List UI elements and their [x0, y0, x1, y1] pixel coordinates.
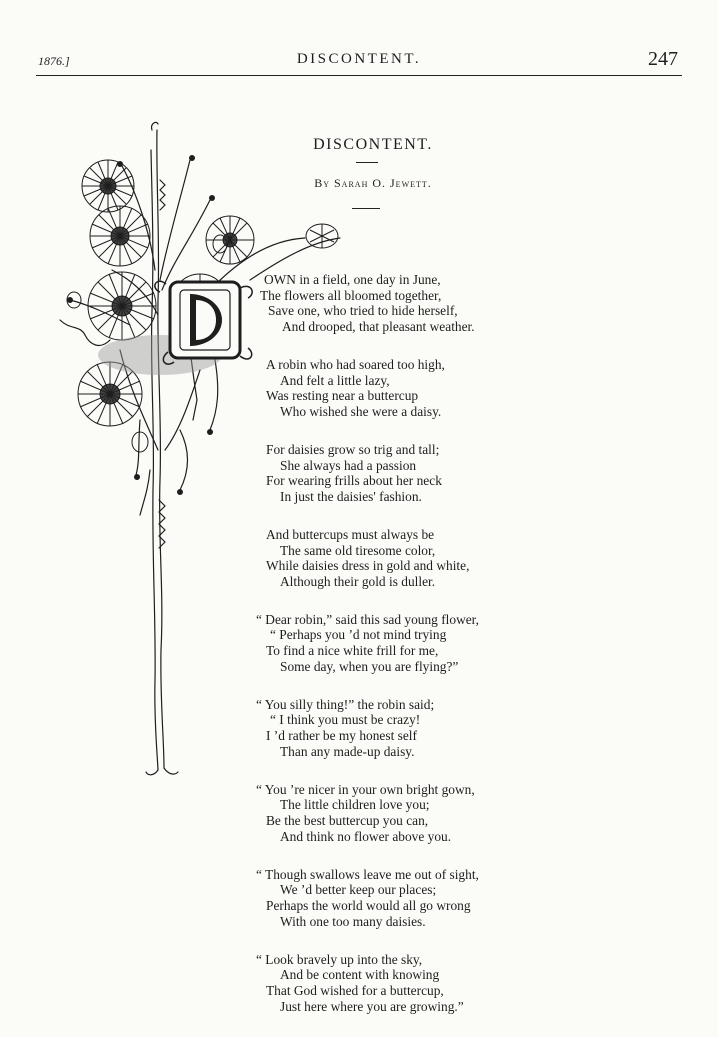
header-rule: [36, 75, 682, 76]
page-number: 247: [648, 48, 678, 70]
stanza-9: [246, 952, 686, 1014]
poem-line: Perhaps the world would all go wrong: [266, 897, 471, 913]
poem-line: “ Dear robin,” said this sad young flower,: [256, 611, 479, 627]
poem-line: Some day, when you are flying?”: [280, 658, 459, 674]
poem-line: Save one, who tried to hide herself,: [268, 303, 458, 319]
poem-line: That God wished for a buttercup,: [266, 982, 444, 998]
poem-line: A robin who had soared too high,: [266, 356, 445, 372]
poem-line: The little children love you;: [280, 797, 430, 813]
poem-line: OWN in a field, one day in June,: [264, 272, 441, 287]
poem-line: And buttercups must always be: [266, 526, 435, 542]
poem-line: For wearing frills about her neck: [266, 473, 442, 489]
poem-line: “ You ’re nicer in your own bright gown,: [256, 781, 475, 797]
running-head: [0, 48, 718, 74]
poem-line: In just the daisies' fashion.: [280, 488, 422, 504]
poem-line: To find a nice white frill for me,: [266, 643, 439, 659]
stanza-8: [246, 867, 686, 929]
poem-line: While daisies dress in gold and white,: [266, 558, 470, 574]
stanza-2: [246, 357, 686, 419]
poem-line: Who wished she were a daisy.: [280, 403, 442, 419]
poem-line: “ Look bravely up into the sky,: [256, 951, 423, 967]
running-head-title: DISCONTENT.: [296, 51, 422, 67]
poem-line: “ Perhaps you ’d not mind trying: [270, 627, 447, 643]
running-head-date: 1876.]: [38, 54, 70, 68]
stanza-6: [246, 697, 686, 759]
poem-line: “ You silly thing!” the robin said;: [256, 696, 435, 712]
poem-line: And be content with knowing: [280, 967, 440, 983]
stanza-4: [246, 527, 686, 589]
stanza-7: [246, 782, 686, 844]
poem-line: Be the best buttercup you can,: [266, 813, 429, 828]
poem-line: Than any made-up daisy.: [280, 743, 415, 759]
poem-line: For daisies grow so trig and tall;: [266, 441, 440, 457]
stanza-5: [246, 612, 686, 674]
poem-title: DISCONTENT.: [313, 136, 433, 153]
stanza-3: [246, 442, 686, 504]
poem-line: And drooped, that pleasant weather.: [282, 318, 475, 334]
poem-line: She always had a passion: [280, 457, 417, 473]
poem-line: I ’d rather be my honest self: [266, 728, 417, 744]
poem-line: “ I think you must be crazy!: [270, 712, 421, 728]
poem-line: “ Though swallows leave me out of sight,: [256, 866, 479, 882]
poem-line: Just here where you are growing.”: [280, 998, 464, 1014]
poem-line: We ’d better keep our places;: [280, 882, 437, 898]
poem-line: Was resting near a buttercup: [266, 388, 419, 404]
poem-line: The same old tiresome color,: [280, 542, 436, 558]
poem-line: And think no flower above you.: [280, 828, 452, 844]
poem-line: And felt a little lazy,: [280, 372, 390, 388]
poem-line: Although their gold is duller.: [280, 573, 436, 589]
poem-line: The flowers all bloomed together,: [260, 287, 442, 303]
stanza-1: [246, 272, 686, 334]
poem-body: [246, 272, 686, 1037]
poem-line: With one too many daisies.: [280, 913, 426, 929]
byline: By Sarah O. Jewett.: [314, 176, 432, 190]
